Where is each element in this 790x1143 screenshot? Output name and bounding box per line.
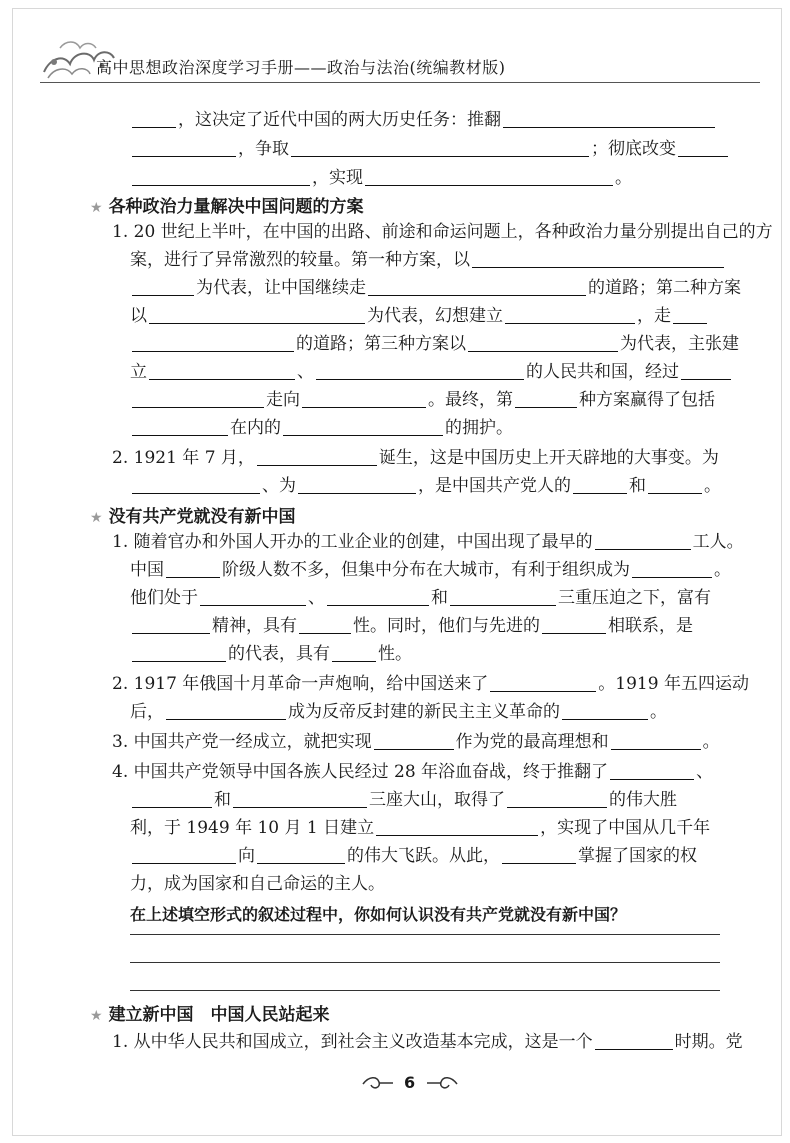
text: 掌握了国家的权 <box>578 846 697 866</box>
blank[interactable] <box>257 845 345 864</box>
blank[interactable] <box>132 475 260 494</box>
text: 。最终，第 <box>428 390 513 410</box>
text: ，实现了中国从几千年 <box>540 818 711 838</box>
text: 的伟大飞跃。从此， <box>347 846 500 866</box>
text: 在内的 <box>230 418 281 438</box>
text: 为代表，主张建 <box>620 334 739 354</box>
blank[interactable] <box>132 417 228 436</box>
s2-q4-line-1 <box>112 760 713 784</box>
blank[interactable] <box>132 167 310 186</box>
text: 向 <box>238 846 255 866</box>
page-footer <box>355 1070 465 1096</box>
text: 性。 <box>378 644 412 664</box>
text: 相联系，是 <box>608 616 693 636</box>
blank[interactable] <box>132 389 264 408</box>
text: 的拥护。 <box>445 418 513 438</box>
text: ，这决定了近代中国的两大历史任务：推翻 <box>178 110 501 130</box>
text: 性。同时，他们与先进的 <box>353 616 540 636</box>
text: 为代表，让中国继续走 <box>196 278 366 298</box>
text: 以 <box>130 306 147 326</box>
s2-q2-line-1 <box>112 672 749 696</box>
star-icon: ★ <box>90 200 103 216</box>
blank[interactable] <box>681 361 731 380</box>
text: 阶级人数不多，但集中分布在大城市，有利于组织成为 <box>222 560 630 580</box>
blank[interactable] <box>166 559 220 578</box>
text: 。 <box>615 168 632 188</box>
text: 力，成为国家和自己命运的主人。 <box>130 874 385 894</box>
text: 、 <box>297 362 314 382</box>
s1-q1-line-1 <box>112 220 773 244</box>
s2-q4-line-2 <box>130 788 677 812</box>
blank[interactable] <box>376 817 538 836</box>
blank[interactable] <box>468 333 618 352</box>
text: 、为 <box>262 476 296 496</box>
blank[interactable] <box>257 447 377 466</box>
star-icon: ★ <box>90 510 103 526</box>
text: 1. 从中华人民共和国成立，到社会主义改造基本完成，这是一个 <box>112 1032 593 1052</box>
blank[interactable] <box>507 789 607 808</box>
s1-q1-line-7 <box>130 388 715 412</box>
s2-q4-line-4 <box>130 844 697 868</box>
text: 案，进行了异常激烈的较量。第一种方案，以 <box>130 250 470 270</box>
text: 的道路；第三种方案以 <box>296 334 466 354</box>
reflection-question: 在上述填空形式的叙述过程中，你如何认识没有共产党就没有新中国？ <box>130 905 627 924</box>
text: 。 <box>714 560 731 580</box>
blank[interactable] <box>233 789 367 808</box>
section-title: 各种政治力量解决中国问题的方案 <box>108 197 364 217</box>
blank[interactable] <box>299 615 351 634</box>
blank[interactable] <box>505 305 635 324</box>
blank[interactable] <box>316 361 524 380</box>
blank[interactable] <box>327 587 429 606</box>
text: ，走 <box>637 306 671 326</box>
text: ，实现 <box>312 168 363 188</box>
blank[interactable] <box>515 389 577 408</box>
section-heading <box>90 192 364 217</box>
s2-q4-line-5 <box>130 872 385 896</box>
text: 时期。党 <box>674 1032 743 1052</box>
section-heading <box>90 502 296 527</box>
blank[interactable] <box>132 277 194 296</box>
text: ，争取 <box>238 139 289 159</box>
blank[interactable] <box>542 615 606 634</box>
blank[interactable] <box>291 138 589 157</box>
s2-q1-line-3 <box>130 586 711 610</box>
text: 他们处于 <box>130 588 198 608</box>
section-title: 没有共产党就没有新中国 <box>108 507 296 527</box>
star-icon: ★ <box>90 1008 103 1024</box>
s2-q3-line-1 <box>112 730 720 754</box>
s2-q4-line-3 <box>130 816 710 840</box>
text: 、 <box>308 588 325 608</box>
text: 精神，具有 <box>212 616 297 636</box>
s1-q2-line-2 <box>130 474 721 498</box>
blank[interactable] <box>632 559 712 578</box>
blank[interactable] <box>298 475 416 494</box>
s1-q1-line-5 <box>130 332 739 356</box>
text: 工人。 <box>692 532 744 552</box>
blank[interactable] <box>678 138 728 157</box>
blank[interactable] <box>365 167 613 186</box>
blank[interactable] <box>450 587 556 606</box>
text: 的代表，具有 <box>228 644 330 664</box>
s2-q1-line-1 <box>112 530 744 554</box>
section-heading <box>90 1000 330 1025</box>
blank[interactable] <box>648 475 702 494</box>
blank[interactable] <box>132 789 212 808</box>
blank[interactable] <box>374 731 454 750</box>
blank[interactable] <box>595 1031 673 1050</box>
s3-q1-line-1 <box>112 1030 743 1054</box>
answer-line[interactable] <box>130 934 720 935</box>
text: 的道路；第二种方案 <box>588 278 741 298</box>
blank[interactable] <box>562 701 648 720</box>
s1-q1-line-4 <box>130 304 709 328</box>
s1-q1-line-2 <box>130 248 726 272</box>
page-header <box>40 28 760 94</box>
s2-q1-line-4 <box>130 614 693 638</box>
blank[interactable] <box>573 475 627 494</box>
blank[interactable] <box>132 845 236 864</box>
text: 、 <box>696 762 714 782</box>
text: 和 <box>214 790 231 810</box>
text: 种方案赢得了包括 <box>579 390 715 410</box>
text: 成为反帝反封建的新民主主义革命的 <box>288 702 560 722</box>
blank[interactable] <box>503 109 715 128</box>
blank[interactable] <box>132 643 226 662</box>
text: 4. 中国共产党领导中国各族人民经过 28 年浴血奋战，终于推翻了 <box>112 762 609 782</box>
blank[interactable] <box>132 333 294 352</box>
text: 1. 20 世纪上半叶，在中国的出路、前途和命运问题上，各种政治力量分别提出自己的方 <box>112 222 773 242</box>
text: 三重压迫之下，富有 <box>558 588 711 608</box>
s1-q1-line-8 <box>130 416 513 440</box>
text: 2. 1921 年 7 月， <box>112 448 255 468</box>
blank[interactable] <box>132 615 210 634</box>
text: 。 <box>702 732 720 752</box>
text: 后， <box>130 702 164 722</box>
blank[interactable] <box>166 701 286 720</box>
text: 。 <box>704 476 721 496</box>
blank[interactable] <box>595 531 691 550</box>
s1-q1-line-3 <box>130 276 741 300</box>
section-title: 建立新中国 中国人民站起来 <box>108 1005 330 1025</box>
text: 为代表，幻想建立 <box>367 306 503 326</box>
intro-line-2 <box>130 137 730 161</box>
s2-q1-line-2 <box>130 558 731 582</box>
blank[interactable] <box>283 417 443 436</box>
text: ；彻底改变 <box>591 139 676 159</box>
text: 作为党的最高理想和 <box>455 732 609 752</box>
s1-q1-line-6 <box>130 360 733 384</box>
text: 的人民共和国，经过 <box>526 362 679 382</box>
blank[interactable] <box>132 138 236 157</box>
text: 。 <box>650 702 667 722</box>
blank[interactable] <box>302 389 426 408</box>
intro-line-3 <box>130 166 632 190</box>
blank[interactable] <box>332 643 376 662</box>
blank[interactable] <box>611 731 701 750</box>
text: 3. 中国共产党一经成立，就把实现 <box>112 732 372 752</box>
blank[interactable] <box>610 761 694 780</box>
text: 走向 <box>266 390 300 410</box>
text: 三座大山，取得了 <box>369 790 505 810</box>
blank[interactable] <box>490 673 596 692</box>
text: 的伟大胜 <box>609 790 677 810</box>
answer-line[interactable] <box>130 990 720 991</box>
answer-line[interactable] <box>130 962 720 963</box>
page-number: 6 <box>404 1073 416 1092</box>
header-title: 高中思想政治深度学习手册——政治与法治(统编教材版) <box>96 58 506 77</box>
blank[interactable] <box>472 249 724 268</box>
blank[interactable] <box>502 845 576 864</box>
blank[interactable] <box>673 305 707 324</box>
text: 。1919 年五四运动 <box>598 674 749 694</box>
header-rule <box>40 82 760 83</box>
text: 诞生，这是中国历史上开天辟地的大事变。为 <box>378 448 719 468</box>
s2-q1-line-5 <box>130 642 412 666</box>
s1-q2-line-1 <box>112 446 719 470</box>
text: 立 <box>130 362 147 382</box>
blank[interactable] <box>149 305 365 324</box>
text: 利，于 1949 年 10 月 1 日建立 <box>130 818 375 838</box>
text: 2. 1917 年俄国十月革命一声炮响，给中国送来了 <box>112 674 489 694</box>
text: ，是中国共产党人的 <box>418 476 571 496</box>
text: 1. 随着官办和外国人开办的工业企业的创建，中国出现了最早的 <box>112 532 593 552</box>
blank[interactable] <box>149 361 295 380</box>
text: 和 <box>431 588 448 608</box>
blank[interactable] <box>132 109 176 128</box>
blank[interactable] <box>368 277 586 296</box>
text: 中国 <box>130 560 164 580</box>
blank[interactable] <box>200 587 306 606</box>
text: 和 <box>629 476 646 496</box>
s2-q2-line-2 <box>130 700 667 724</box>
intro-line-1 <box>130 108 717 132</box>
